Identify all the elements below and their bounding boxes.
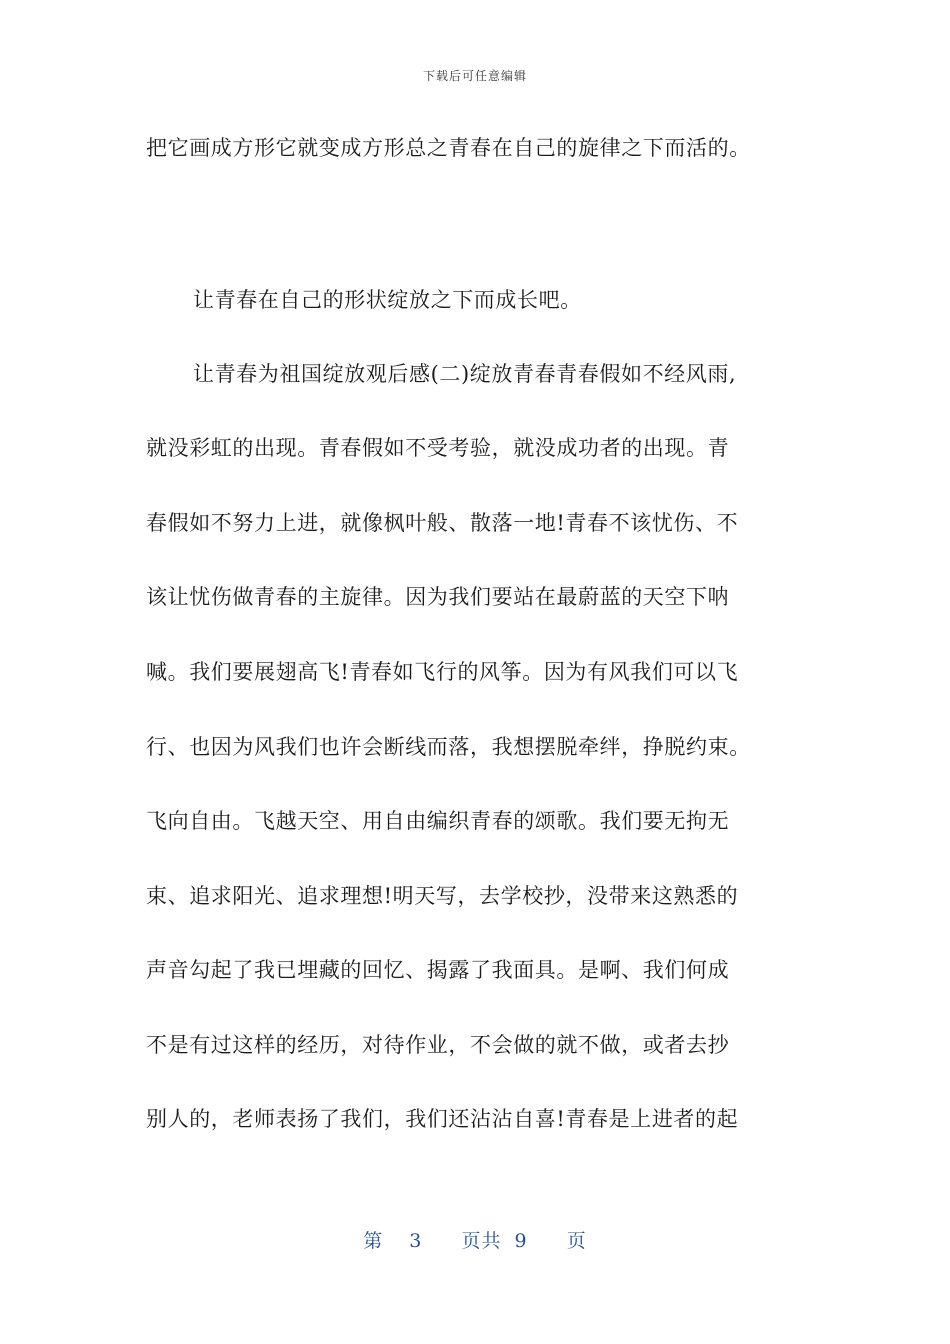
body-line-9: 飞向自由。飞越天空、用自由编织青春的颂歌。我们要无拘无 bbox=[146, 809, 730, 833]
body-line-1: 把它画成方形它就变成方形总之青春在自己的旋律之下而活的。 bbox=[146, 136, 751, 160]
body-line-11: 声音勾起了我已埋藏的回忆、揭露了我面具。是啊、我们何成 bbox=[146, 958, 730, 982]
body-line-10: 束、追求阳光、追求理想!明天写，去学校抄，没带来这熟悉的 bbox=[146, 884, 739, 908]
body-line-12: 不是有过这样的经历，对待作业，不会做的就不做，或者去抄 bbox=[146, 1033, 730, 1057]
body-line-13: 别人的，老师表扬了我们，我们还沾沾自喜!青春是上进者的起 bbox=[146, 1107, 739, 1131]
body-line-4: 就没彩虹的出现。青春假如不受考验，就没成功者的出现。青 bbox=[146, 436, 730, 460]
body-line-7: 喊。我们要展翅高飞!青春如飞行的风筝。因为有风我们可以飞 bbox=[146, 660, 739, 684]
body-line-6: 该让忧伤做青春的主旋律。因为我们要站在最蔚蓝的天空下呐 bbox=[146, 585, 730, 609]
page-number-text: 第 3 页共 9 页 bbox=[363, 1230, 587, 1252]
body-line-8: 行、也因为风我们也许会断线而落，我想摆脱牵绊，挣脱约束。 bbox=[146, 735, 751, 759]
body-line-5: 春假如不努力上进，就像枫叶般、散落一地!青春不该忧伤、不 bbox=[146, 511, 739, 535]
page-header-note: 下载后可任意编辑 bbox=[422, 69, 527, 83]
page-number-footer bbox=[0, 1226, 950, 1253]
body-line-2: 让青春在自己的形状绽放之下而成长吧。 bbox=[193, 288, 582, 312]
body-line-3: 让青春为祖国绽放观后感(二)绽放青春青春假如不经风雨, bbox=[193, 362, 737, 386]
